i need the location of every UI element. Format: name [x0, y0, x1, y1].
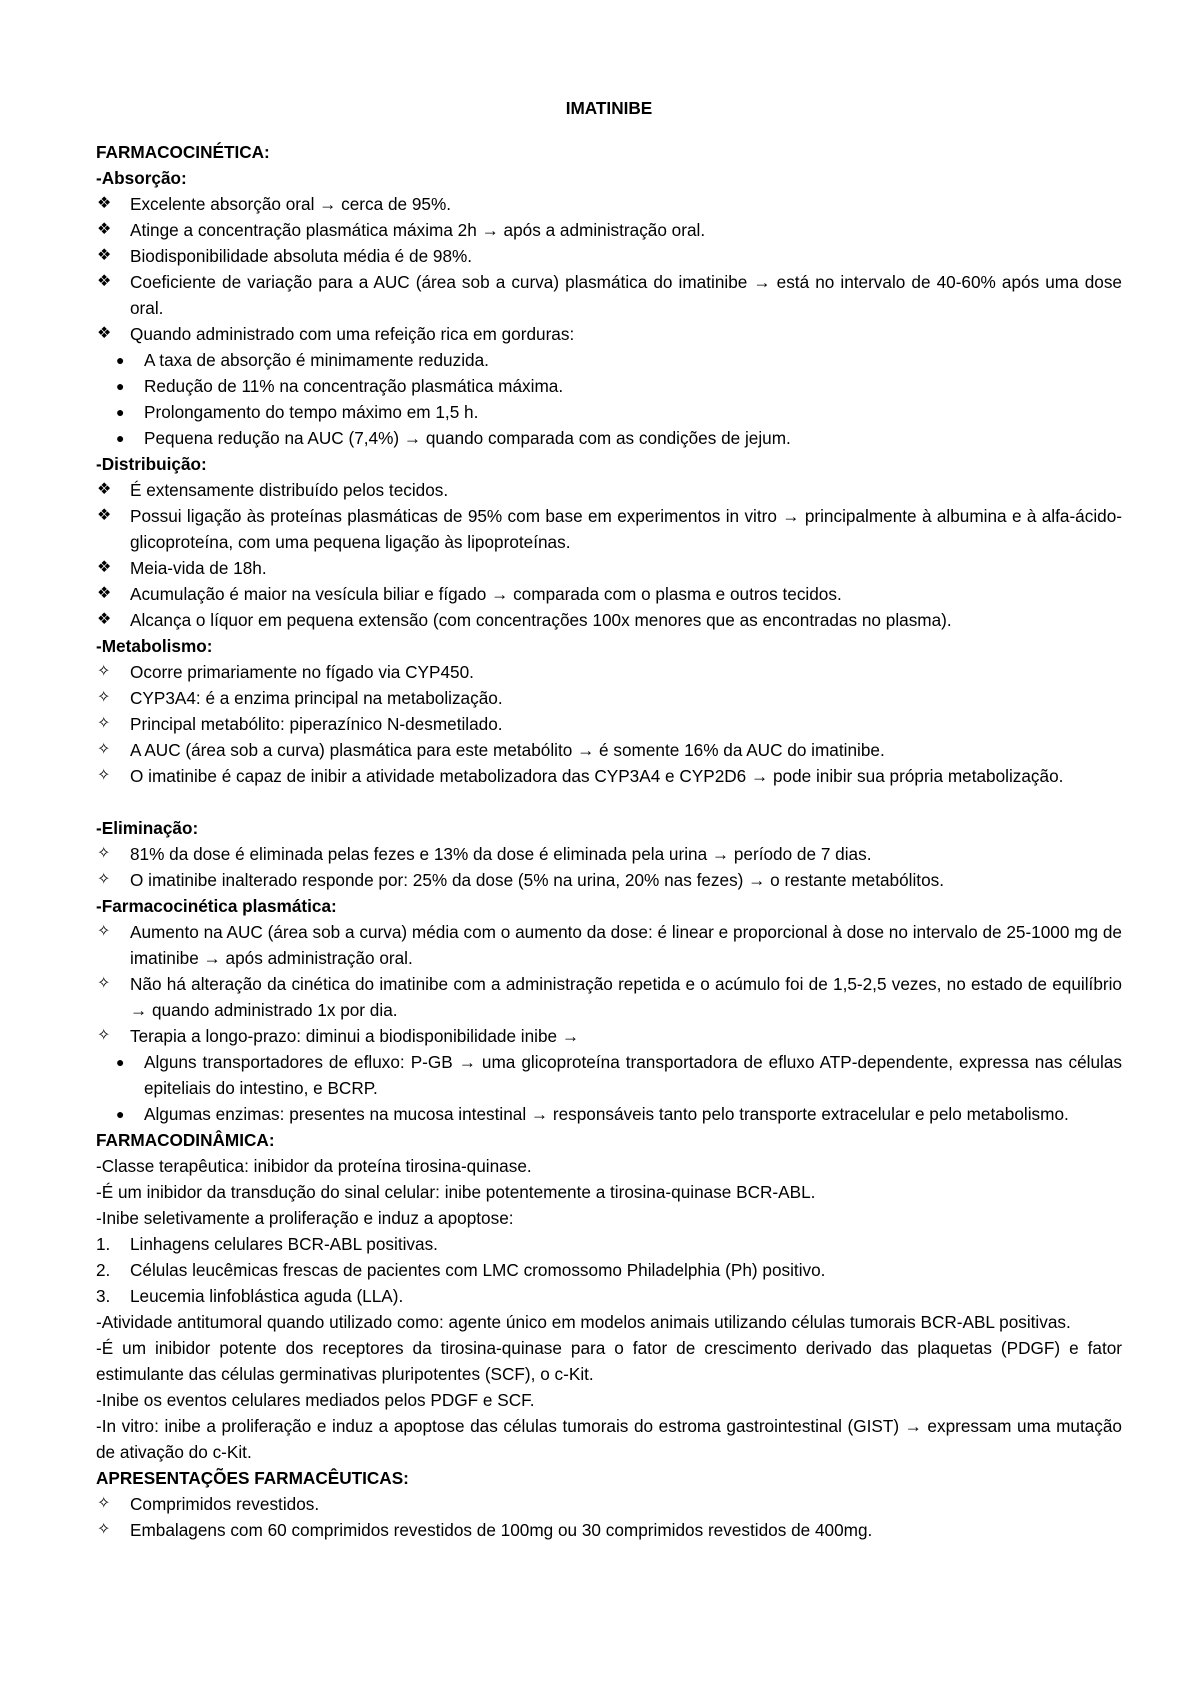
- open-diamond-bullet-icon: ✧: [97, 1521, 111, 1538]
- paragraph: -É um inibidor da transdução do sinal celular: inibe potentemente a tirosina-quinase BCR-ABL.: [96, 1182, 816, 1202]
- diamond-bullet-icon: ❖: [97, 247, 112, 264]
- section-heading-farmacodinamica: FARMACODINÂMICA:: [96, 1130, 275, 1150]
- subsection-distribuicao: -Distribuição:: [96, 454, 207, 474]
- sub-list-item: ● Prolongamento do tempo máximo em 1,5 h.: [96, 399, 1122, 425]
- diamond-bullet-icon: ❖: [97, 221, 112, 238]
- list-item: ✧ Principal metabólito: piperazínico N-desmetilado.: [96, 711, 1122, 737]
- list-item: ✧ CYP3A4: é a enzima principal na metabolização.: [96, 685, 1122, 711]
- open-diamond-bullet-icon: ✧: [97, 923, 111, 940]
- open-diamond-bullet-icon: ✧: [97, 663, 111, 680]
- open-diamond-bullet-icon: ✧: [97, 975, 111, 992]
- numbered-item: 3. Leucemia linfoblástica aguda (LLA).: [96, 1286, 404, 1306]
- diamond-bullet-icon: ❖: [97, 481, 112, 498]
- list-item: ❖ Coeficiente de variação para a AUC (área sob a curva) plasmática do imatinibe → está no intervalo de 40-60% após uma dose oral.: [96, 269, 1122, 321]
- list-item: ❖ Alcança o líquor em pequena extensão (com concentrações 100x menores que as encontradas no plasma).: [96, 607, 1122, 633]
- list-item: ❖ Possui ligação às proteínas plasmáticas de 95% com base em experimentos in vitro → principalmente à albumina e à alfa-ácido-glicoproteína, com uma pequena ligação às lipoproteínas.: [96, 503, 1122, 555]
- paragraph: -Atividade antitumoral quando utilizado como: agente único em modelos animais utilizando células tumorais BCR-ABL positivas.: [96, 1312, 1071, 1332]
- open-diamond-bullet-icon: ✧: [97, 715, 111, 732]
- open-diamond-bullet-icon: ✧: [97, 1495, 111, 1512]
- sub-list-item: ● Pequena redução na AUC (7,4%) → quando comparada com as condições de jejum.: [96, 425, 1122, 451]
- absorcao-sublist: [96, 347, 1122, 451]
- list-item: ❖ Acumulação é maior na vesícula biliar e fígado → comparada com o plasma e outros tecidos.: [96, 581, 1122, 607]
- numbered-list: [96, 1231, 1122, 1309]
- document-title: IMATINIBE: [565, 98, 653, 118]
- diamond-bullet-icon: ❖: [97, 585, 112, 602]
- paragraph: -É um inibidor potente dos receptores da tirosina-quinase para o fator de crescimento derivado das plaquetas (PDGF) e fator estimulante das células germinativas pluripotentes (SCF), o c-Kit.: [96, 1338, 1122, 1384]
- dot-bullet-icon: ●: [116, 430, 125, 446]
- eliminacao-list: [96, 841, 1122, 893]
- list-item: ✧ Não há alteração da cinética do imatinibe com a administração repetida e o acúmulo foi de 1,5-2,5 vezes, no estado de equilíbrio → quando administrado 1x por dia.: [96, 971, 1122, 1023]
- dot-bullet-icon: ●: [116, 1106, 125, 1122]
- paragraph: -Inibe os eventos celulares mediados pelos PDGF e SCF.: [96, 1390, 535, 1410]
- apresentacoes-list: [96, 1491, 1122, 1543]
- list-item: ✧ 81% da dose é eliminada pelas fezes e 13% da dose é eliminada pela urina → período de 7 dias.: [96, 841, 1122, 867]
- diamond-bullet-icon: ❖: [97, 273, 112, 290]
- sub-list-item: ● Redução de 11% na concentração plasmática máxima.: [96, 373, 1122, 399]
- diamond-bullet-icon: ❖: [97, 611, 112, 628]
- dot-bullet-icon: ●: [116, 404, 125, 420]
- dot-bullet-icon: ●: [116, 378, 125, 394]
- numbered-item: 1. Linhagens celulares BCR-ABL positivas.: [96, 1234, 438, 1254]
- list-item: ❖ Excelente absorção oral → cerca de 95%.: [96, 191, 1122, 217]
- list-item: ✧ O imatinibe é capaz de inibir a atividade metabolizadora das CYP3A4 e CYP2D6 → pode inibir sua própria metabolização.: [96, 763, 1122, 789]
- diamond-bullet-icon: ❖: [97, 559, 112, 576]
- numbered-item: 2. Células leucêmicas frescas de pacientes com LMC cromossomo Philadelphia (Ph) positivo.: [96, 1260, 826, 1280]
- open-diamond-bullet-icon: ✧: [97, 871, 111, 888]
- sub-list-item: ● Alguns transportadores de efluxo: P-GB → uma glicoproteína transportadora de efluxo ATP-dependente, expressa nas células epiteliais do intestino, e BCRP.: [96, 1049, 1122, 1101]
- subsection-metabolismo: -Metabolismo:: [96, 636, 213, 656]
- paragraph: -Inibe seletivamente a proliferação e induz a apoptose:: [96, 1208, 514, 1228]
- paragraph: -In vitro: inibe a proliferação e induz a apoptose das células tumorais do estroma gastrointestinal (GIST) → expressam uma mutação de ativação do c-Kit.: [96, 1416, 1122, 1462]
- open-diamond-bullet-icon: ✧: [97, 1027, 111, 1044]
- section-heading-apresentacoes: APRESENTAÇÕES FARMACÊUTICAS:: [96, 1468, 409, 1488]
- open-diamond-bullet-icon: ✧: [97, 845, 111, 862]
- sub-list-item: ● Algumas enzimas: presentes na mucosa intestinal → responsáveis tanto pelo transporte extracelular e pelo metabolismo.: [96, 1101, 1122, 1127]
- list-item: ✧ Terapia a longo-prazo: diminui a biodisponibilidade inibe → ● Alguns transportadores de efluxo: P-GB → uma glicoproteína transportadora de efluxo ATP-dependente, expressa nas células epiteliais do intestino, e BCRP. ● Algumas enzimas: presentes na mucosa intestinal → responsáveis tanto pelo transporte extracelular e pelo metabolismo.: [96, 1023, 1122, 1127]
- blank-line: [96, 789, 1122, 815]
- diamond-bullet-icon: ❖: [97, 325, 112, 342]
- dot-bullet-icon: ●: [116, 1054, 125, 1070]
- diamond-bullet-icon: ❖: [97, 507, 112, 524]
- list-item: ❖ É extensamente distribuído pelos tecidos.: [96, 477, 1122, 503]
- dot-bullet-icon: ●: [116, 352, 125, 368]
- section-heading-farmacocinetica: FARMACOCINÉTICA:: [96, 142, 270, 162]
- subsection-absorcao: -Absorção:: [96, 168, 187, 188]
- list-item: ✧ Embalagens com 60 comprimidos revestidos de 100mg ou 30 comprimidos revestidos de 400mg.: [96, 1517, 1122, 1543]
- list-item: ❖ Biodisponibilidade absoluta média é de 98%.: [96, 243, 1122, 269]
- open-diamond-bullet-icon: ✧: [97, 741, 111, 758]
- list-item: ✧ O imatinibe inalterado responde por: 25% da dose (5% na urina, 20% nas fezes) → o restante metabólitos.: [96, 867, 1122, 893]
- paragraph: -Classe terapêutica: inibidor da proteína tirosina-quinase.: [96, 1156, 532, 1176]
- sub-list-item: ● A taxa de absorção é minimamente reduzida.: [96, 347, 1122, 373]
- plasmatica-sublist: [96, 1049, 1122, 1127]
- absorcao-list: [96, 191, 1122, 451]
- subsection-eliminacao: -Eliminação:: [96, 818, 199, 838]
- diamond-bullet-icon: ❖: [97, 195, 112, 212]
- list-item: ✧ A AUC (área sob a curva) plasmática para este metabólito → é somente 16% da AUC do imatinibe.: [96, 737, 1122, 763]
- distribuicao-list: [96, 477, 1122, 633]
- metabolismo-list: [96, 659, 1122, 789]
- list-item: ❖ Atinge a concentração plasmática máxima 2h → após a administração oral.: [96, 217, 1122, 243]
- list-item: ✧ Ocorre primariamente no fígado via CYP450.: [96, 659, 1122, 685]
- open-diamond-bullet-icon: ✧: [97, 689, 111, 706]
- open-diamond-bullet-icon: ✧: [97, 767, 111, 784]
- plasmatica-list: [96, 919, 1122, 1127]
- list-item: ❖ Quando administrado com uma refeição rica em gorduras: ● A taxa de absorção é minimamente reduzida. ● Redução de 11% na concentração plasmática máxima. ● Prolongamento do tempo máximo em 1,5 h. ● Pequena redução na AUC (7,4%) → quando comparada com as condições de jejum.: [96, 321, 1122, 451]
- subsection-farmacocinetica-plasmatica: -Farmacocinética plasmática:: [96, 896, 337, 916]
- list-item: ❖ Meia-vida de 18h.: [96, 555, 1122, 581]
- list-item: ✧ Aumento na AUC (área sob a curva) média com o aumento da dose: é linear e proporcional à dose no intervalo de 25-1000 mg de imatinibe → após administração oral.: [96, 919, 1122, 971]
- list-item: ✧ Comprimidos revestidos.: [96, 1491, 1122, 1517]
